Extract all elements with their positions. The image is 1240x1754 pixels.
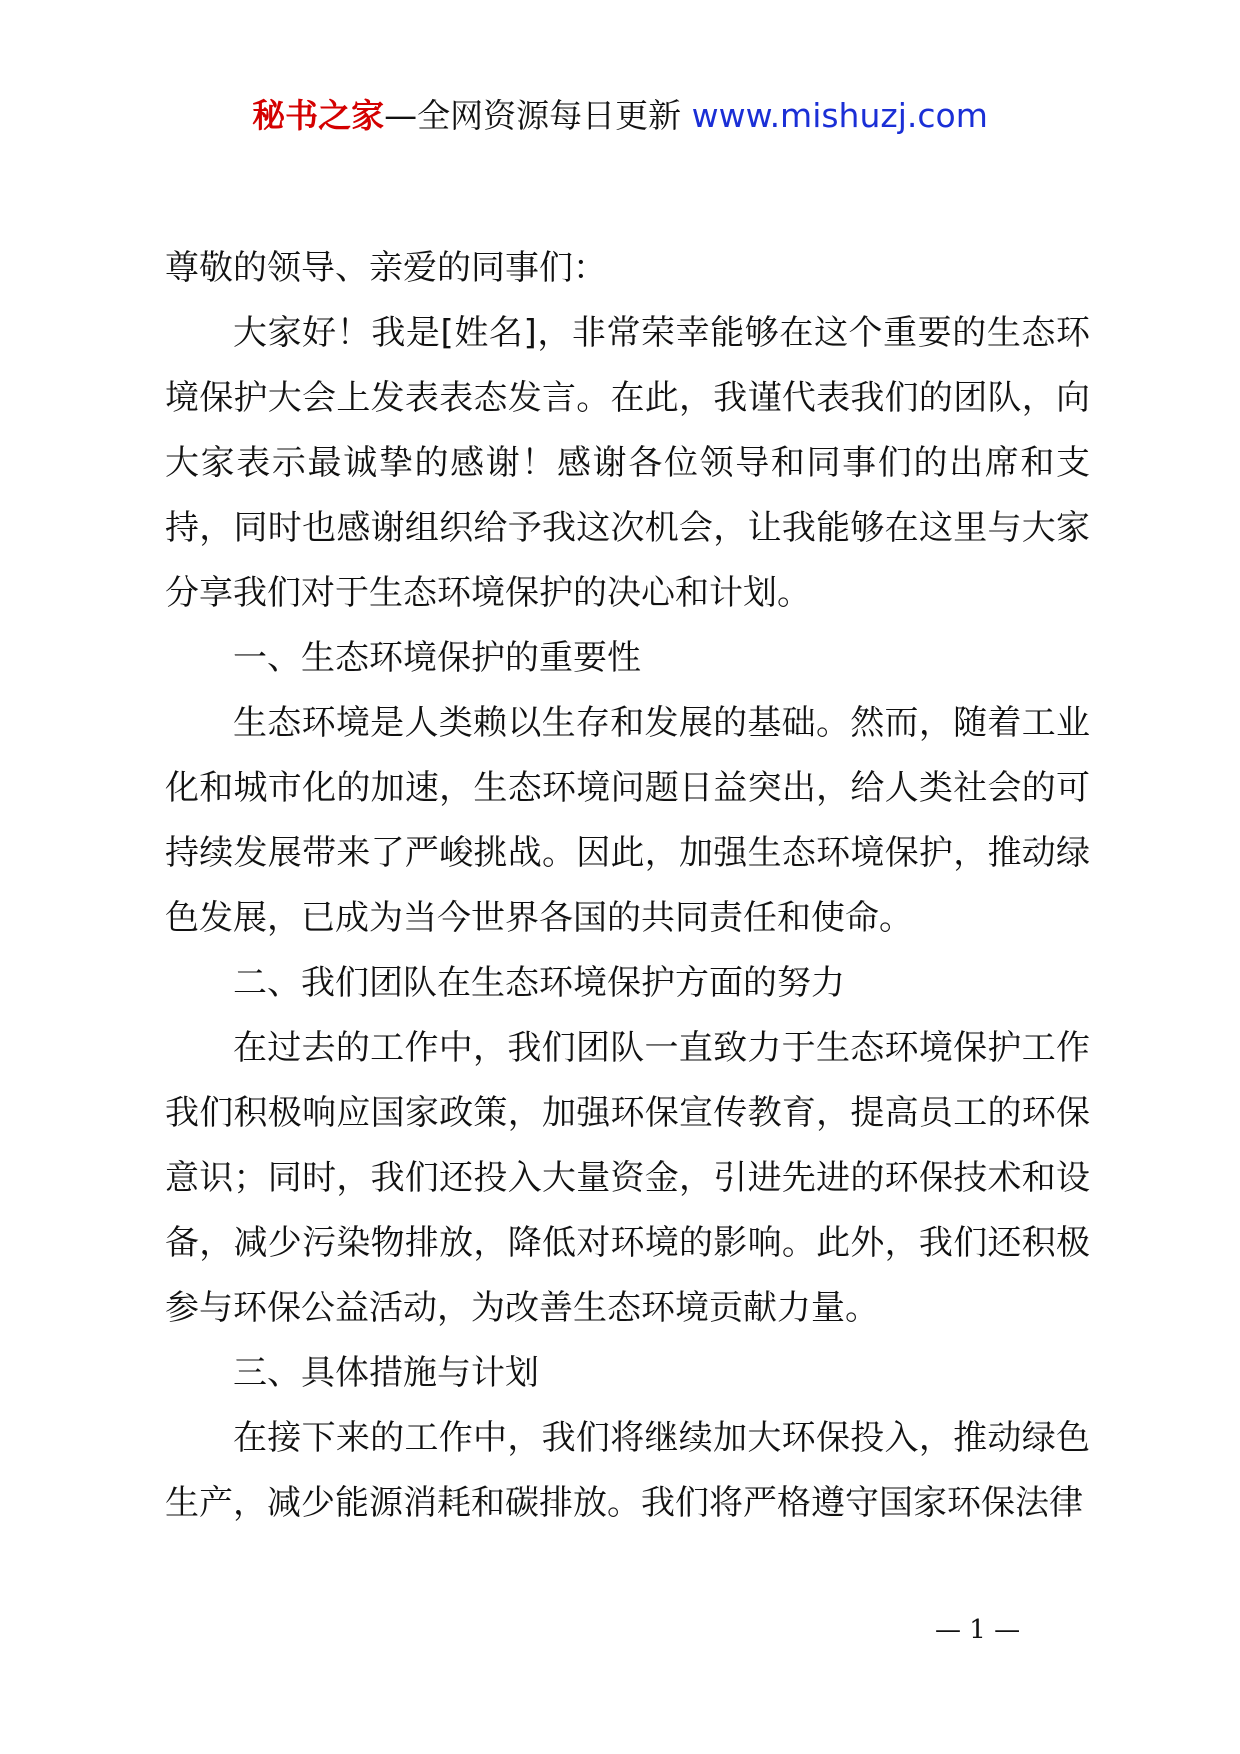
- paragraph: 生态环境是人类赖以生存和发展的基础。然而，随着工业化和城市化的加速，生态环境问题日益突出，给人类社会的可持续发展带来了严峻挑战。因此，加强生态环境保护，推动绿色发展，已成为当今世界各国的共同责任和使命。: [165, 703, 1090, 938]
- paragraph: 在接下来的工作中，我们将继续加大环保投入，推动绿色生产，减少能源消耗和碳排放。我们将严格遵守国家环保法律: [165, 1418, 1090, 1523]
- section-heading-1: 一、生态环境保护的重要性: [233, 638, 641, 678]
- paragraph: 在过去的工作中，我们团队一直致力于生态环境保护工作我们积极响应国家政策，加强环保宣传教育，提高员工的环保意识；同时，我们还投入大量资金，引进先进的环保技术和设备，减少污染物排放，降低对环境的影响。此外，我们还积极参与环保公益活动，为改善生态环境贡献力量。: [165, 1028, 1090, 1328]
- salutation: 尊敬的领导、亲爱的同事们：: [165, 248, 607, 288]
- site-url[interactable]: www.mishuzj.com: [691, 96, 988, 135]
- document-body: [165, 236, 1090, 1536]
- page-number: — 1 —: [935, 1615, 1021, 1645]
- header-tagline: —全网资源每日更新: [384, 96, 692, 135]
- paragraph: 大家好！我是[姓名]，非常荣幸能够在这个重要的生态环境保护大会上发表表态发言。在此，我谨代表我们的团队，向大家表示最诚挚的感谢！感谢各位领导和同事们的出席和支持，同时也感谢组织给予我这次机会，让我能够在这里与大家分享我们对于生态环境保护的决心和计划。: [165, 313, 1090, 613]
- section-heading-2: 二、我们团队在生态环境保护方面的努力: [233, 963, 845, 1003]
- site-header: [0, 92, 1240, 140]
- brand-name: 秘书之家: [252, 96, 385, 135]
- section-heading-3: 三、具体措施与计划: [233, 1353, 539, 1393]
